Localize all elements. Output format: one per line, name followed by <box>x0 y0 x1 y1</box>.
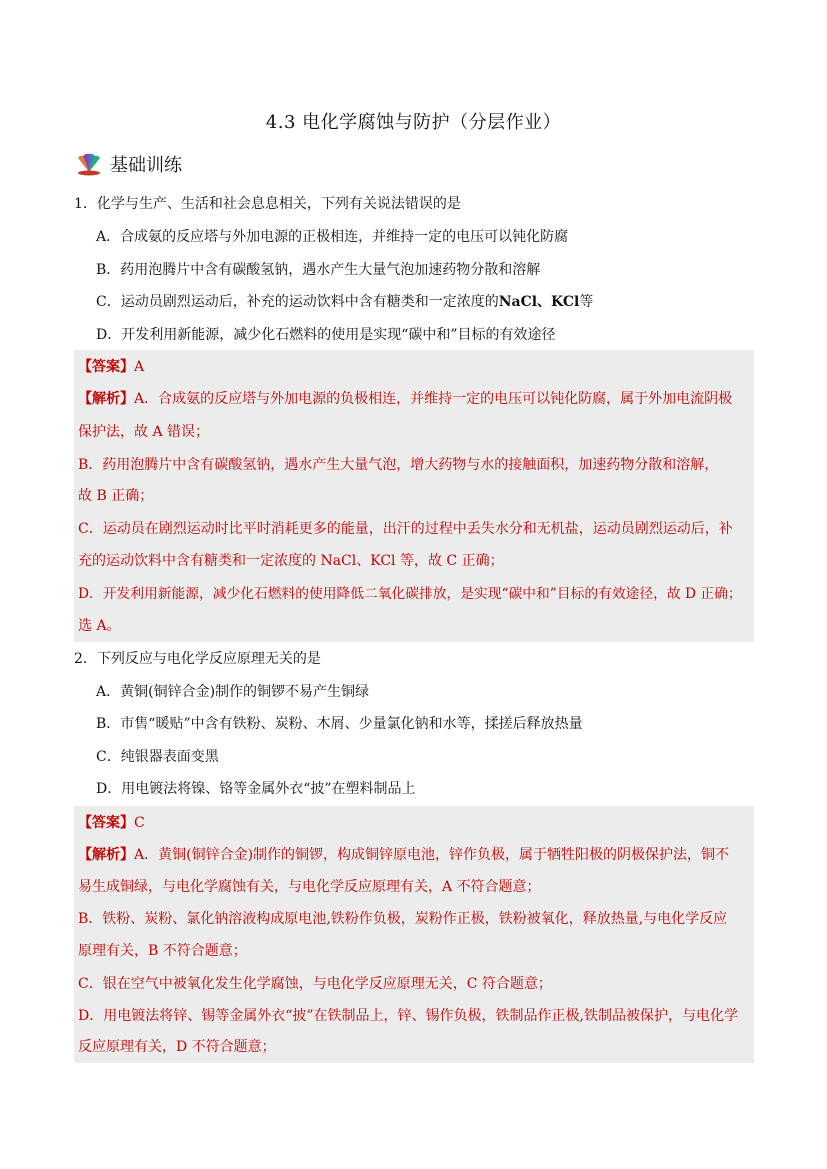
question-1-answer-box <box>74 350 754 642</box>
answer-value: A <box>134 359 145 375</box>
answer-value: C <box>134 815 145 831</box>
question-2-analysis-line: 原理有关，B 不符合题意； <box>78 943 247 959</box>
question-1-option-c <box>96 293 593 311</box>
question-2-analysis-line: B．铁粉、炭粉、氯化钠溶液构成原电池,铁粉作负极，炭粉作正极，铁粉被氧化，释放热量,与电化学反应 <box>78 911 728 927</box>
question-1-analysis-line <box>78 390 732 408</box>
question-1-option-d: D．开发利用新能源，减少化石燃料的使用是实现“碳中和”目标的有效途径 <box>96 327 556 343</box>
section-label: 基础训练 <box>110 155 182 176</box>
question-2-analysis-line: 易生成铜绿，与电化学腐蚀有关，与电化学反应原理有关，A 不符合题意； <box>78 879 541 895</box>
question-1-analysis-line: C．运动员在剧烈运动时比平时消耗更多的能量，出汗的过程中丢失水分和无机盐，运动员剧烈运动后，补 <box>78 521 733 537</box>
question-2-option-b: B．市售“暖贴”中含有铁粉、炭粉、木屑、少量氯化钠和水等，揉搓后释放热量 <box>96 716 583 732</box>
book-fan-icon <box>74 152 104 176</box>
analysis-text: A．合成氨的反应塔与外加电源的负极相连，并维持一定的电压可以钝化防腐，属于外加电流阴极 <box>134 391 733 407</box>
question-2-answer <box>78 814 145 832</box>
question-1-option-a: A．合成氨的反应塔与外加电源的正极相连，并维持一定的电压可以钝化防腐 <box>96 229 569 245</box>
question-2-analysis-line <box>78 846 729 864</box>
question-1-analysis-line: 故 B 正确； <box>78 488 154 504</box>
question-2-analysis-line: 反应原理有关，D 不符合题意； <box>78 1039 276 1055</box>
question-1-answer <box>78 358 144 376</box>
question-1-analysis-line: 选 A。 <box>78 618 121 634</box>
question-2-answer-box <box>74 806 754 1063</box>
answer-tag: 【答案】 <box>78 359 134 375</box>
question-1-analysis-line: 充的运动饮料中含有糖类和一定浓度的 NaCl、KCl 等，故 C 正确； <box>78 553 504 569</box>
option-c-chem: NaCl、KCl <box>498 294 580 310</box>
analysis-text: A．黄铜(铜锌合金)制作的铜锣，构成铜锌原电池，锌作负极，属于牺牲阳极的阴极保护法，铜不 <box>134 847 730 863</box>
question-2-option-a: A．黄铜(铜锌合金)制作的铜锣不易产生铜绿 <box>96 684 370 700</box>
option-c-text: C．运动员剧烈运动后，补充的运动饮料中含有糖类和一定浓度的 <box>96 294 499 310</box>
section-header <box>74 150 182 178</box>
question-1-option-b: B．药用泡腾片中含有碳酸氢钠，遇水产生大量气泡加速药物分散和溶解 <box>96 262 541 278</box>
question-1-stem: 1．化学与生产、生活和社会息息相关，下列有关说法错误的是 <box>74 196 461 212</box>
question-1-analysis-line: 保护法，故 A 错误； <box>78 424 210 440</box>
question-1-analysis-line: D．开发利用新能源，减少化石燃料的使用降低二氧化碳排放，是实现“碳中和”目标的有效途径，故 D 正确； <box>78 586 742 602</box>
question-2-stem: 2．下列反应与电化学反应原理无关的是 <box>74 651 321 667</box>
question-2-option-c: C．纯银器表面变黑 <box>96 749 219 765</box>
question-2-analysis-line: C．银在空气中被氧化发生化学腐蚀，与电化学反应原理无关，C 符合题意； <box>78 976 552 992</box>
question-2-option-d: D．用电镀法将镍、铬等金属外衣“披”在塑料制品上 <box>96 781 416 797</box>
answer-tag: 【答案】 <box>78 815 134 831</box>
option-c-tail: 等 <box>579 294 594 310</box>
analysis-tag: 【解析】 <box>78 847 134 863</box>
page-title: 4.3 电化学腐蚀与防护（分层作业） <box>265 112 562 133</box>
question-2-analysis-line: D．用电镀法将锌、锡等金属外衣“披”在铁制品上，锌、锡作负极，铁制品作正极,铁制品被保护，与电化学 <box>78 1008 738 1024</box>
question-1-analysis-line: B．药用泡腾片中含有碳酸氢钠，遇水产生大量气泡，增大药物与水的接触面积，加速药物分散和溶解， <box>78 457 719 473</box>
analysis-tag: 【解析】 <box>78 391 134 407</box>
